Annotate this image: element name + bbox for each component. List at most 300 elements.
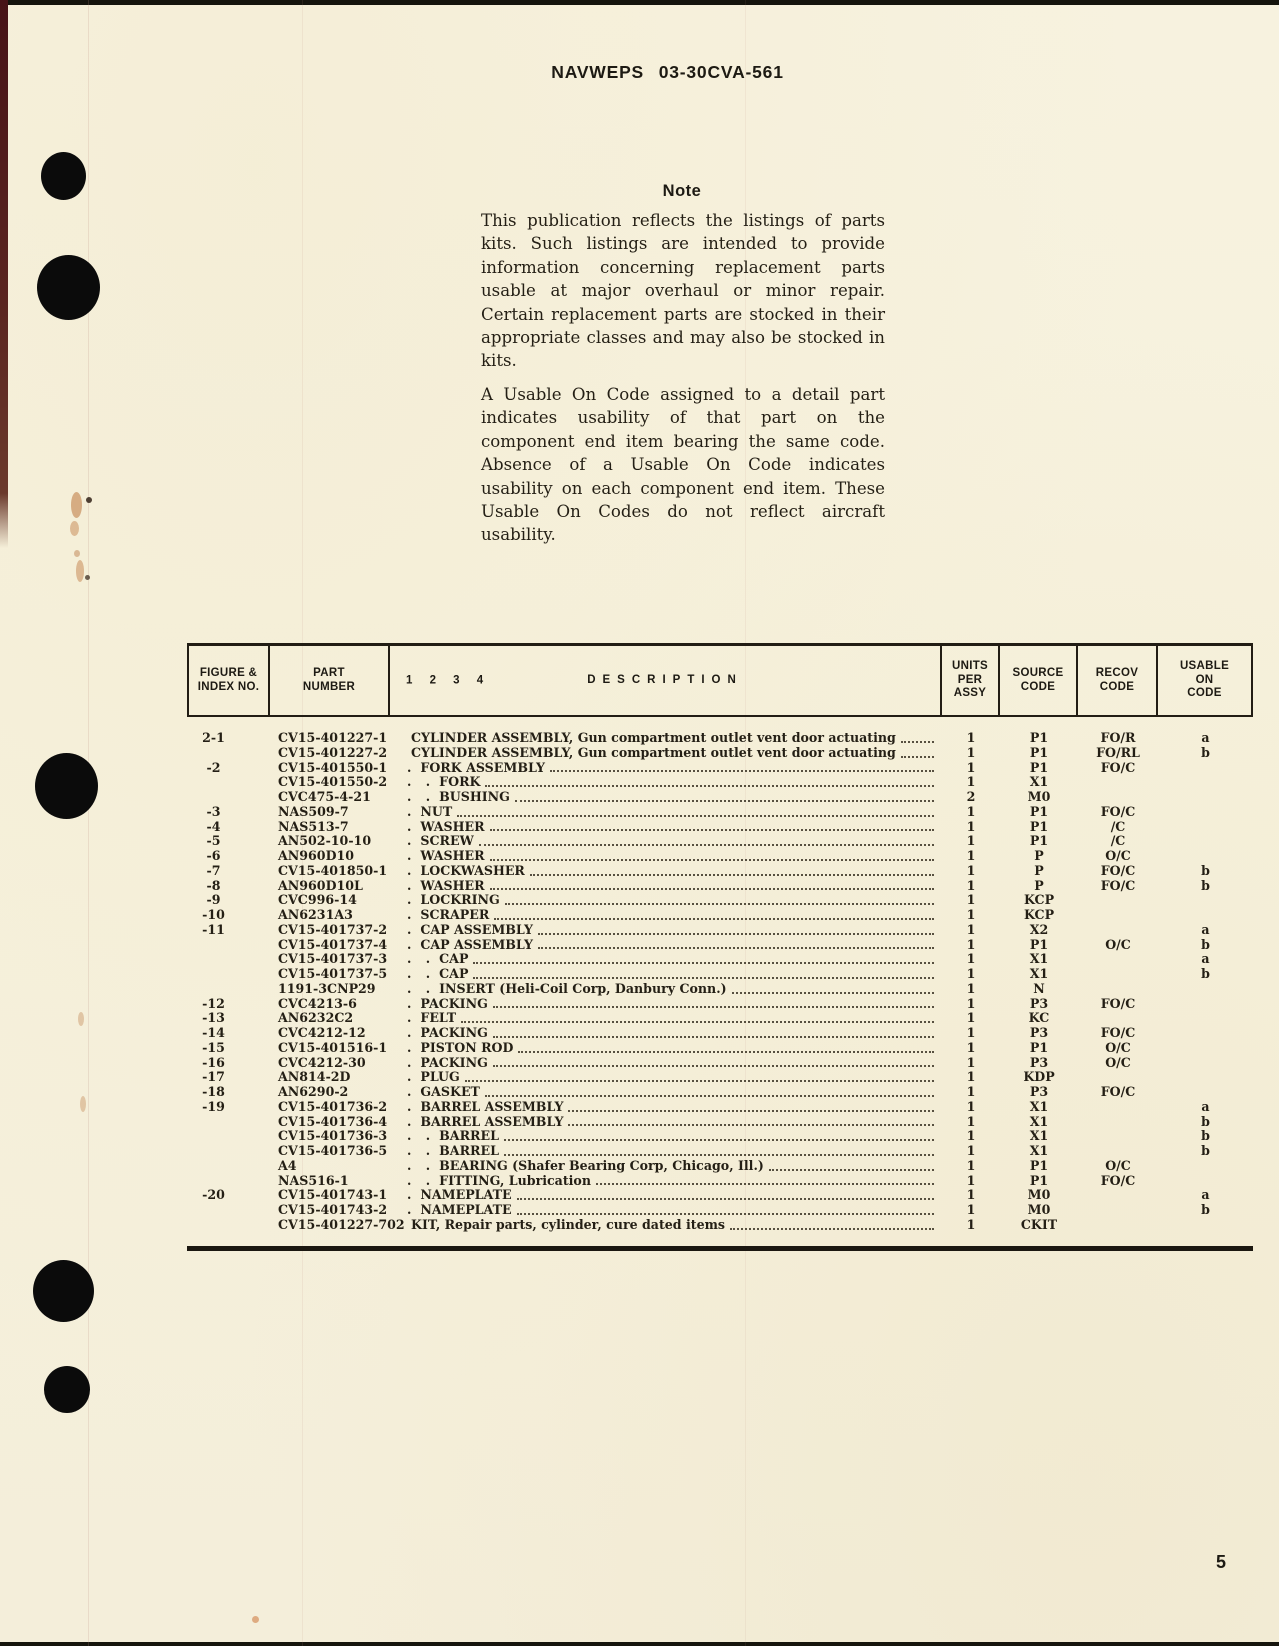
usable-on-code-cell (1158, 834, 1253, 849)
dotted-leader (461, 1020, 934, 1023)
dotted-leader (504, 1153, 934, 1156)
description-cell (390, 938, 942, 953)
col-header-line: ASSY (953, 687, 987, 700)
recov-code-cell (1078, 982, 1158, 997)
units-per-assy-cell: 1 (966, 966, 976, 981)
recov-code-cell: O/C (1105, 848, 1131, 863)
indenture-dots: . (407, 1202, 417, 1217)
description-text: BARREL (439, 1143, 499, 1158)
col-header-line: UNITS (952, 660, 988, 673)
source-code-cell: P1 (1029, 1157, 1049, 1173)
indenture-dots: . . (407, 789, 436, 804)
units-per-assy-cell: 1 (966, 1084, 976, 1099)
col-header-part-number (270, 646, 390, 715)
figure-index-cell (187, 790, 270, 805)
description-cell (390, 805, 942, 820)
units-per-assy-cell: 1 (966, 759, 976, 775)
col-header-figure-index (189, 646, 270, 715)
dotted-leader (901, 740, 934, 743)
dotted-leader (568, 1109, 934, 1112)
usable-on-code-cell (1158, 1218, 1253, 1233)
units-per-assy-cell: 1 (966, 980, 976, 996)
source-code-cell: P3 (1029, 1054, 1049, 1070)
figure-index-cell: -18 (202, 1084, 225, 1099)
figure-index-cell: -9 (206, 892, 221, 908)
description-text: CAP ASSEMBLY (420, 936, 533, 952)
recov-code-cell (1078, 775, 1158, 790)
table-row (187, 761, 1253, 776)
binder-hole (37, 255, 100, 320)
part-number-cell: AN960D10 (278, 848, 355, 863)
stain (86, 497, 92, 503)
indenture-dots: . . (407, 951, 436, 967)
source-code-cell: X1 (1029, 966, 1049, 981)
units-per-assy-cell: 1 (966, 1172, 976, 1188)
usable-on-code-cell (1158, 775, 1253, 790)
usable-on-code-cell (1158, 820, 1253, 835)
description-text: WASHER (420, 848, 485, 863)
source-code-cell: P (1034, 862, 1044, 878)
dotted-leader (568, 1123, 934, 1126)
indenture-dots: . . (407, 980, 436, 996)
source-code-cell: CKIT (1020, 1216, 1058, 1232)
figure-index-cell: 2-1 (202, 730, 225, 745)
table-row (187, 864, 1253, 879)
units-per-assy-cell: 1 (966, 730, 976, 745)
description-text: SCRAPER (420, 907, 490, 922)
units-per-assy-cell: 1 (966, 774, 976, 790)
usable-on-code-cell: b (1201, 1128, 1210, 1144)
figure-index-cell: -7 (206, 862, 221, 878)
units-per-assy-cell: 1 (966, 862, 976, 878)
dotted-leader (732, 991, 934, 994)
indenture-dots: . . (407, 1157, 436, 1173)
part-number-cell: CV15-401737-2 (278, 921, 388, 937)
source-code-cell: X2 (1029, 921, 1049, 937)
usable-on-code-cell (1158, 1070, 1253, 1085)
units-per-assy-cell: 1 (966, 1113, 976, 1129)
usable-on-code-cell (1158, 1159, 1253, 1174)
table-row (187, 834, 1253, 849)
dotted-leader (485, 1094, 934, 1097)
description-cell (390, 849, 942, 864)
table-row (187, 1188, 1253, 1203)
table-row (187, 879, 1253, 894)
indenture-dots: . . (407, 1128, 436, 1144)
description-cell (390, 1056, 942, 1071)
units-per-assy-cell: 1 (966, 818, 976, 834)
usable-on-code-cell: a (1201, 730, 1210, 745)
table-row (187, 1056, 1253, 1071)
source-code-cell: P (1034, 848, 1044, 863)
table-row (187, 1115, 1253, 1130)
dotted-leader (494, 917, 934, 920)
dotted-leader (493, 1064, 934, 1067)
source-code-cell: M0 (1027, 789, 1051, 804)
part-number-cell: 1191-3CNP29 (278, 980, 376, 996)
units-per-assy-cell: 1 (966, 892, 976, 908)
units-per-assy-cell: 1 (966, 833, 976, 849)
col-header-line: USABLE (1179, 660, 1230, 673)
description-text: FORK (439, 774, 481, 790)
indenture-dots: . (407, 848, 417, 863)
units-per-assy-cell: 1 (966, 1202, 976, 1217)
part-number-cell: AN960D10L (278, 877, 363, 893)
description-text: CAP (439, 966, 469, 981)
part-number-cell: NAS513-7 (278, 818, 349, 834)
usable-on-code-cell (1158, 1056, 1253, 1071)
source-code-cell: X1 (1029, 1113, 1049, 1129)
part-number-cell: CVC4212-12 (278, 1025, 366, 1040)
binder-hole (44, 1366, 90, 1413)
dotted-leader (538, 946, 934, 949)
source-code-cell: P1 (1029, 1172, 1049, 1188)
dotted-leader (530, 873, 934, 876)
part-number-cell: AN6290-2 (278, 1084, 349, 1099)
part-number-cell: CV15-401227-1 (278, 730, 388, 745)
description-cell (390, 731, 942, 746)
table-row (187, 1085, 1253, 1100)
dotted-leader (490, 887, 934, 890)
table-row (187, 775, 1253, 790)
table-row (187, 938, 1253, 953)
figure-index-cell: -11 (202, 921, 225, 937)
source-code-cell: X1 (1029, 1143, 1049, 1158)
recov-code-cell (1078, 1011, 1158, 1026)
indenture-dots: . (407, 1054, 417, 1070)
binder-hole (35, 753, 98, 819)
units-per-assy-cell: 1 (966, 803, 976, 819)
description-text: BARREL (439, 1128, 499, 1144)
units-per-assy-cell: 1 (966, 1054, 976, 1070)
figure-index-cell: -12 (202, 995, 225, 1011)
description-text: PISTON ROD (420, 1039, 514, 1055)
part-number-cell: CVC4212-30 (278, 1054, 366, 1070)
figure-index-cell (187, 1203, 270, 1218)
stain (76, 560, 84, 582)
source-code-cell: X1 (1029, 1098, 1049, 1114)
description-cell (390, 893, 942, 908)
indenture-dots: . (407, 995, 417, 1011)
parts-table-body (187, 717, 1253, 1233)
scan-edge-bottom (0, 1642, 1279, 1646)
table-row (187, 790, 1253, 805)
dotted-leader (473, 976, 934, 979)
figure-index-cell: -15 (202, 1039, 225, 1055)
indenture-dots: . (407, 921, 417, 937)
usable-on-code-cell: b (1201, 1143, 1210, 1158)
recov-code-cell (1078, 923, 1158, 938)
scan-edge-top (0, 0, 1279, 5)
description-cell (390, 1174, 942, 1189)
source-code-cell: X1 (1029, 1128, 1049, 1144)
part-number-cell: CVC4213-6 (278, 995, 357, 1011)
dotted-leader (505, 902, 934, 905)
description-cell (390, 982, 942, 997)
table-row (187, 952, 1253, 967)
description-cell (390, 820, 942, 835)
source-code-cell: KDP (1023, 1069, 1055, 1085)
description-text: PACKING (420, 1025, 488, 1040)
col-header-recov-code (1078, 646, 1158, 715)
description-text: WASHER (420, 818, 485, 834)
figure-index-cell (187, 938, 270, 953)
table-row (187, 908, 1253, 923)
recov-code-cell: FO/C (1100, 862, 1136, 878)
figure-index-cell (187, 1159, 270, 1174)
part-number-cell: CV15-401736-3 (278, 1128, 388, 1144)
indenture-dots: . (407, 862, 417, 878)
recov-code-cell: /C (1110, 818, 1126, 834)
table-row (187, 849, 1253, 864)
source-code-cell: P1 (1029, 936, 1049, 952)
description-text: NUT (420, 803, 453, 819)
dotted-leader (517, 1197, 934, 1200)
recov-code-cell (1078, 1218, 1158, 1233)
table-row (187, 1026, 1253, 1041)
dotted-leader (457, 814, 934, 817)
note-paragraph-1: This publication reflects the listings of parts kits. Such listings are intended to provide information concerning replacement parts usable at major overhaul or minor repair. Certain replacement parts are stocked in their appropriate classes and may also be stocked in kits. (481, 211, 885, 371)
dotted-leader (517, 1212, 934, 1215)
recov-code-cell (1078, 1070, 1158, 1085)
recov-code-cell: O/C (1105, 1039, 1131, 1055)
usable-on-code-cell (1158, 1026, 1253, 1041)
indenture-dots: . (407, 1113, 417, 1129)
usable-on-code-cell (1158, 893, 1253, 908)
table-row (187, 893, 1253, 908)
indenture-dots: . . (407, 966, 436, 981)
description-text: LOCKWASHER (420, 862, 525, 878)
description-cell (390, 997, 942, 1012)
table-row (187, 746, 1253, 761)
dotted-leader (479, 843, 934, 846)
indenture-dots: . . (407, 1143, 436, 1158)
description-text: CYLINDER ASSEMBLY, Gun compartment outlet vent door actuating (411, 744, 896, 760)
table-row (187, 923, 1253, 938)
table-row (187, 731, 1253, 746)
figure-index-cell (187, 1174, 270, 1189)
part-number-cell: A4 (278, 1157, 297, 1173)
recov-code-cell: FO/C (1100, 995, 1136, 1011)
recov-code-cell (1078, 952, 1158, 967)
paper-crease (88, 0, 89, 1646)
indenture-dots: . (407, 1098, 417, 1114)
usable-on-code-cell: b (1201, 744, 1210, 760)
figure-index-cell: -20 (202, 1187, 225, 1203)
stain (70, 521, 79, 536)
usable-on-code-cell (1158, 849, 1253, 864)
binder-hole (33, 1260, 94, 1322)
recov-code-cell: FO/C (1100, 1172, 1136, 1188)
recov-code-cell: FO/C (1100, 1025, 1136, 1040)
col-header-line: PART (313, 667, 345, 679)
figure-index-cell (187, 775, 270, 790)
part-number-cell: AN6231A3 (278, 907, 353, 922)
figure-index-cell (187, 1218, 270, 1233)
figure-index-cell: -3 (206, 803, 221, 819)
description-text: GASKET (420, 1084, 480, 1099)
description-text: NAMEPLATE (420, 1187, 512, 1203)
description-cell (390, 1203, 942, 1218)
description-cell (390, 967, 942, 982)
units-per-assy-cell: 1 (966, 907, 976, 922)
recov-code-cell: O/C (1105, 1157, 1131, 1173)
dotted-leader (485, 784, 934, 787)
table-row (187, 1218, 1253, 1233)
recov-code-cell: FO/C (1100, 877, 1136, 893)
usable-on-code-cell (1158, 1085, 1253, 1100)
description-label: DESCRIPTION (587, 673, 743, 686)
indenture-dots: . (407, 892, 417, 908)
description-text: FELT (420, 1010, 457, 1026)
table-row (187, 1100, 1253, 1115)
table-header-row (187, 643, 1253, 717)
recov-code-cell (1078, 1115, 1158, 1130)
figure-index-cell (187, 1129, 270, 1144)
part-number-cell: CV15-401743-1 (278, 1187, 388, 1203)
description-cell (390, 1115, 942, 1130)
recov-code-cell: O/C (1105, 936, 1131, 952)
units-per-assy-cell: 1 (966, 1216, 976, 1232)
description-cell (390, 761, 942, 776)
usable-on-code-cell (1158, 908, 1253, 923)
part-number-cell: CV15-401736-4 (278, 1113, 388, 1129)
description-cell (390, 1011, 942, 1026)
description-cell (390, 1129, 942, 1144)
description-text: CAP (439, 951, 469, 967)
dotted-leader (550, 769, 934, 772)
part-number-cell: AN6232C2 (278, 1010, 354, 1026)
dotted-leader (515, 799, 934, 802)
indenture-dots: . (407, 803, 417, 819)
description-cell (390, 775, 942, 790)
figure-index-cell: -13 (202, 1010, 225, 1026)
indenture-dots: . (407, 936, 417, 952)
description-text: BUSHING (439, 789, 510, 804)
description-cell (390, 952, 942, 967)
dotted-leader (490, 858, 934, 861)
figure-index-cell: -17 (202, 1069, 225, 1085)
col-header-source-code (1000, 646, 1078, 715)
figure-index-cell (187, 952, 270, 967)
units-per-assy-cell: 1 (966, 1025, 976, 1040)
binding-edge (0, 0, 8, 548)
indenture-dots: . (407, 818, 417, 834)
source-code-cell: P1 (1029, 1039, 1049, 1055)
indenture-dots: . . (407, 774, 436, 790)
recov-code-cell (1078, 1188, 1158, 1203)
note-heading: Note (662, 182, 702, 200)
col-header-line: PER (957, 673, 983, 686)
units-per-assy-cell: 1 (966, 1039, 976, 1055)
source-code-cell: M0 (1027, 1187, 1051, 1203)
recov-code-cell (1078, 1144, 1158, 1159)
col-header-line: ON (1195, 673, 1214, 686)
recov-code-cell (1078, 790, 1158, 805)
units-per-assy-cell: 1 (966, 848, 976, 863)
description-cell (390, 834, 942, 849)
description-cell (390, 790, 942, 805)
figure-index-cell: -4 (206, 818, 221, 834)
source-code-cell: X1 (1029, 774, 1049, 790)
description-cell (390, 1218, 942, 1233)
dotted-leader (518, 1050, 934, 1053)
table-row (187, 1041, 1253, 1056)
description-cell (390, 1100, 942, 1115)
dotted-leader (901, 755, 934, 758)
dotted-leader (769, 1168, 934, 1171)
indenture-dots: . (407, 1039, 417, 1055)
description-text: KIT, Repair parts, cylinder, cure dated items (411, 1216, 726, 1232)
recov-code-cell (1078, 1100, 1158, 1115)
recov-code-cell: FO/C (1100, 759, 1136, 775)
description-text: CYLINDER ASSEMBLY, Gun compartment outlet vent door actuating (411, 730, 896, 745)
figure-index-cell: -6 (206, 848, 221, 863)
table-row (187, 1144, 1253, 1159)
indenture-dots: . (407, 1187, 417, 1203)
usable-on-code-cell: a (1201, 1187, 1210, 1203)
dotted-leader (493, 1035, 934, 1038)
description-text: FORK ASSEMBLY (420, 759, 546, 775)
col-header-description (390, 646, 942, 715)
source-code-cell: P1 (1029, 818, 1049, 834)
usable-on-code-cell: b (1201, 862, 1210, 878)
table-row (187, 967, 1253, 982)
table-row (187, 1159, 1253, 1174)
document-number: NAVWEPS 03-30CVA-561 (551, 62, 784, 82)
recov-code-cell (1078, 967, 1158, 982)
indenture-dots: . . (407, 1172, 436, 1188)
description-text: BARREL ASSEMBLY (420, 1113, 564, 1129)
description-cell (390, 1070, 942, 1085)
description-text: INSERT (Heli-Coil Corp, Danbury Conn.) (439, 980, 727, 996)
usable-on-code-cell: b (1201, 936, 1210, 952)
description-cell (390, 1085, 942, 1100)
indenture-dots: . (407, 1025, 417, 1040)
col-header-line: CODE (1099, 680, 1135, 693)
source-code-cell: P3 (1029, 1084, 1049, 1099)
usable-on-code-cell: a (1201, 1098, 1210, 1114)
dotted-leader (538, 932, 934, 935)
table-row (187, 997, 1253, 1012)
col-header-line: CODE (1020, 680, 1056, 693)
usable-on-code-cell (1158, 1174, 1253, 1189)
usable-on-code-cell: b (1201, 966, 1210, 981)
source-code-cell: KCP (1023, 892, 1055, 908)
col-header-line: RECOV (1095, 667, 1139, 679)
page-number: 5 (1216, 1552, 1227, 1572)
figure-index-cell: -8 (206, 877, 221, 893)
part-number-cell: NAS516-1 (278, 1172, 349, 1188)
stain (85, 575, 90, 580)
indenture-dots: . (407, 907, 417, 922)
units-per-assy-cell: 2 (966, 789, 976, 804)
part-number-cell: AN502-10-10 (278, 833, 372, 849)
description-cell (390, 864, 942, 879)
recov-code-cell (1078, 908, 1158, 923)
description-cell (390, 1188, 942, 1203)
usable-on-code-cell: b (1201, 1113, 1210, 1129)
part-number-cell: CVC475-4-21 (278, 789, 371, 804)
recov-code-cell: FO/C (1100, 803, 1136, 819)
indenture-levels-label: 1 2 3 4 (406, 673, 491, 686)
figure-index-cell: -14 (202, 1025, 225, 1040)
source-code-cell: P3 (1029, 995, 1049, 1011)
source-code-cell: P1 (1029, 759, 1049, 775)
stain (252, 1616, 259, 1623)
description-text: NAMEPLATE (420, 1202, 512, 1217)
description-text: CAP ASSEMBLY (420, 921, 533, 937)
